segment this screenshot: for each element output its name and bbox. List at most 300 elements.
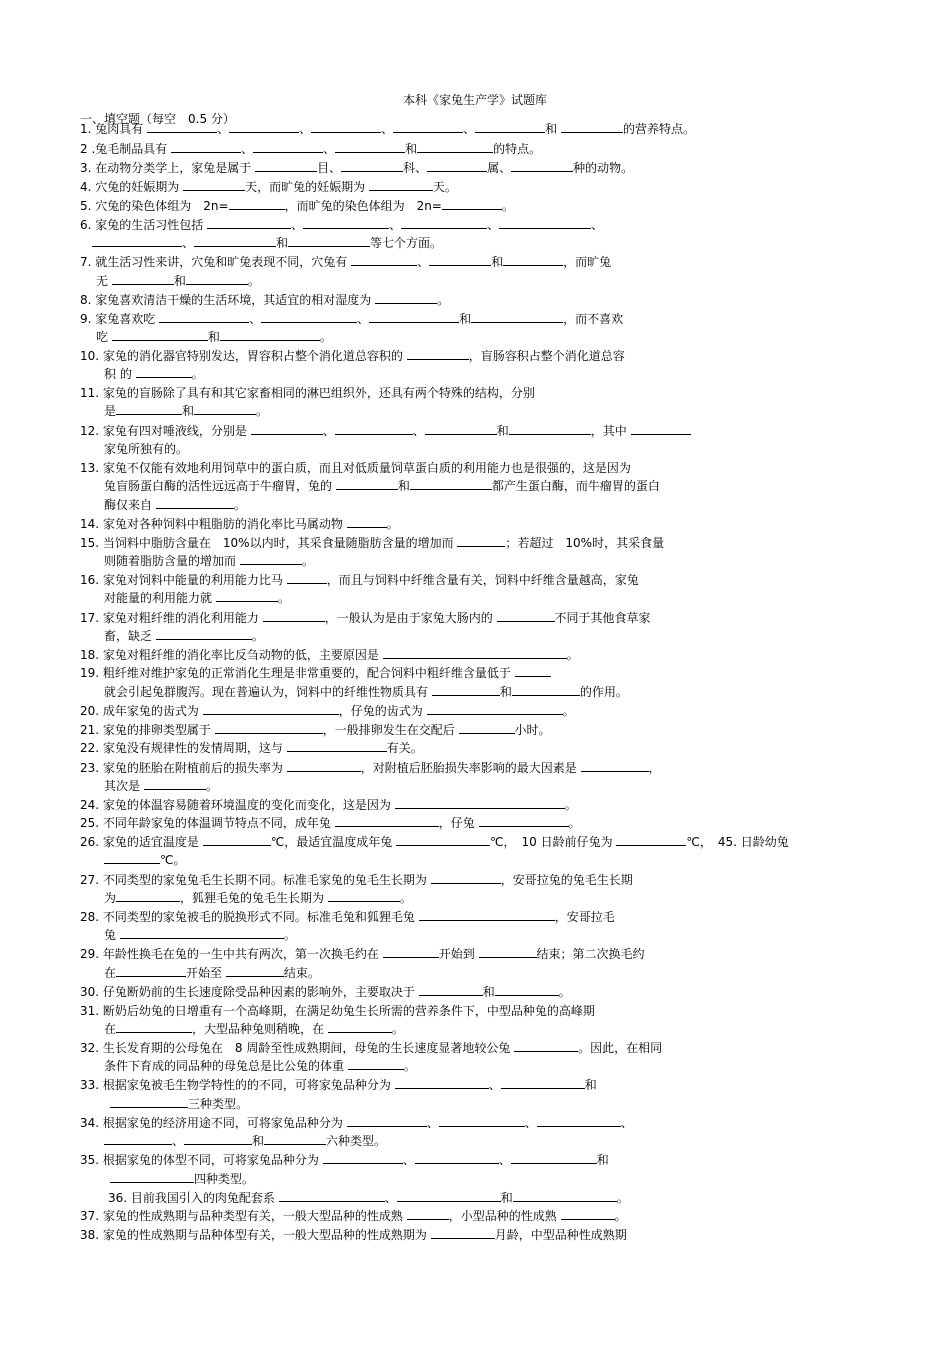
- question-text: 19. 粗纤维对维护家兔的正常消化生理是非常重要的，配合饲料中粗纤维含量低于: [80, 666, 515, 680]
- answer-blank[interactable]: [475, 120, 545, 133]
- answer-blank[interactable]: [288, 234, 370, 247]
- question-line: [104, 683, 628, 701]
- question-text: 、: [172, 1134, 185, 1148]
- question-text: ，而不喜欢: [563, 312, 624, 326]
- question-text: ，仔兔: [438, 816, 479, 830]
- question-text: 2 .兔毛制品具有: [80, 142, 172, 156]
- question-text: 和: [500, 1191, 513, 1205]
- answer-blank[interactable]: [104, 851, 160, 864]
- question-text: 、: [620, 1116, 633, 1130]
- answer-blank[interactable]: [511, 1151, 597, 1164]
- question-text: 、: [524, 1116, 537, 1130]
- question-text: 兔: [104, 928, 120, 942]
- answer-blank[interactable]: [410, 477, 492, 490]
- question-line: [80, 814, 581, 832]
- answer-blank[interactable]: [369, 310, 459, 323]
- question-text: 、: [412, 424, 425, 438]
- question-line: [80, 1114, 633, 1132]
- answer-blank[interactable]: [427, 702, 563, 715]
- question-line: [80, 291, 449, 309]
- question-text: 21. 家兔的排卵类型属于: [80, 723, 215, 737]
- answer-blank[interactable]: [631, 422, 691, 435]
- answer-blank[interactable]: [425, 422, 497, 435]
- answer-blank[interactable]: [509, 422, 591, 435]
- question-line: [80, 120, 695, 138]
- question-line: [104, 851, 185, 869]
- answer-blank[interactable]: [341, 159, 403, 172]
- answer-blank[interactable]: [514, 1039, 578, 1052]
- question-text: ，大型品种兔则稍晚，在: [192, 1022, 328, 1036]
- answer-blank[interactable]: [432, 683, 500, 696]
- answer-blank[interactable]: [369, 178, 433, 191]
- answer-blank[interactable]: [471, 310, 563, 323]
- question-text: 。: [191, 367, 204, 381]
- question-text: ℃。: [160, 853, 186, 867]
- question-line: [80, 197, 514, 215]
- question-text: 和: [596, 1153, 609, 1167]
- question-text: 六种类型。: [326, 1134, 387, 1148]
- question-text: 的营养特点。: [622, 122, 695, 136]
- question-text: 、: [487, 218, 500, 232]
- answer-blank[interactable]: [279, 1189, 385, 1202]
- answer-blank[interactable]: [116, 964, 186, 977]
- question-text: 。: [301, 554, 314, 568]
- answer-blank[interactable]: [203, 702, 339, 715]
- answer-blank[interactable]: [171, 140, 241, 153]
- question-text: 和: [397, 479, 410, 493]
- question-line: [104, 964, 320, 982]
- question-text: 。: [283, 928, 296, 942]
- question-line: [80, 1207, 627, 1225]
- question-text: 无: [96, 274, 112, 288]
- question-text: 、: [291, 218, 304, 232]
- question-text: ，安哥拉毛: [554, 910, 615, 924]
- question-text: 38. 家兔的性成熟期与品种体型有关，一般大型品种的性成熟期为: [80, 1228, 431, 1242]
- answer-blank[interactable]: [156, 627, 252, 640]
- answer-blank[interactable]: [513, 1189, 617, 1202]
- answer-blank[interactable]: [328, 889, 400, 902]
- question-line: [80, 1151, 609, 1169]
- question-text: 和: [173, 274, 186, 288]
- question-line: [104, 496, 246, 514]
- question-text: 29. 年龄性换毛在兔的一生中共有两次，第一次换毛约在: [80, 947, 383, 961]
- answer-blank[interactable]: [561, 120, 623, 133]
- question-line: [80, 646, 579, 664]
- question-text: 22. 家兔没有规律性的发情周期，这与: [80, 741, 287, 755]
- question-text: 6. 家兔的生活习性包括: [80, 218, 208, 232]
- question-text: 。: [247, 274, 260, 288]
- answer-blank[interactable]: [264, 1132, 326, 1145]
- answer-blank[interactable]: [215, 721, 323, 734]
- question-line: [104, 365, 204, 383]
- question-text: 和: [545, 122, 561, 136]
- question-text: 30. 仔兔断奶前的生长速度除受品种因素的影响外，主要取决于: [80, 985, 419, 999]
- question-text: ，小型品种的性成熟: [448, 1209, 561, 1223]
- question-text: 31. 断奶后幼兔的日增重有一个高峰期，在满足幼兔生长所需的营养条件下，中型品种兔的高峰期: [80, 1004, 595, 1018]
- question-line: [104, 1132, 386, 1150]
- question-line: [80, 159, 633, 177]
- question-text: 。: [399, 891, 412, 905]
- question-line: [80, 422, 691, 440]
- question-text: 。: [614, 1209, 627, 1223]
- question-text: 、: [426, 1116, 439, 1130]
- answer-blank[interactable]: [194, 402, 256, 415]
- question-line: [80, 983, 571, 1001]
- answer-blank[interactable]: [417, 140, 493, 153]
- question-text: ，而且与饲料中纤维含量有关，饲料中纤维含量越高，家兔: [326, 573, 639, 587]
- question-text: 等七个方面。: [370, 236, 443, 250]
- answer-blank[interactable]: [159, 310, 249, 323]
- question-text: 15. 当饲料中脂肪含量在 10%以内时，其采食量随脂肪含量的增加而: [80, 536, 458, 550]
- question-text: 。: [558, 985, 571, 999]
- question-text: 1. 兔肉具有: [80, 122, 148, 136]
- answer-blank[interactable]: [561, 1207, 615, 1220]
- answer-blank[interactable]: [375, 291, 437, 304]
- question-text: 。: [205, 779, 218, 793]
- question-text: 27. 不同类型的家兔兔毛生长期不同。标准毛家兔的兔毛生长期为: [80, 873, 431, 887]
- question-text: 11. 家兔的盲肠除了具有和其它家畜相同的淋巴组织外，还具有两个特殊的结构，分别: [80, 386, 535, 400]
- question-text: 20. 成年家兔的齿式为: [80, 704, 203, 718]
- question-text: 14. 家兔对各种饲料中粗脂肪的消化率比马属动物: [80, 517, 347, 531]
- answer-blank[interactable]: [220, 328, 320, 341]
- answer-blank[interactable]: [512, 683, 580, 696]
- question-text: ，盲肠容积占整个消化道总容: [468, 349, 625, 363]
- answer-blank[interactable]: [287, 739, 387, 752]
- question-text: 和: [252, 1134, 265, 1148]
- answer-blank[interactable]: [479, 945, 537, 958]
- answer-blank[interactable]: [497, 609, 555, 622]
- question-text: ℃， 10 日龄前仔兔为: [490, 835, 617, 849]
- question-text: 开始至: [186, 966, 226, 980]
- answer-blank[interactable]: [415, 1151, 499, 1164]
- question-line: [80, 1039, 662, 1057]
- question-text: ，而旷兔: [563, 255, 612, 269]
- answer-blank[interactable]: [442, 197, 502, 210]
- question-text: 。: [233, 498, 246, 512]
- answer-blank[interactable]: [229, 120, 299, 133]
- question-text: 小时。: [514, 723, 551, 737]
- answer-blank[interactable]: [328, 1020, 392, 1033]
- question-text: 35. 根据家兔的体型不同，可将家兔品种分为: [80, 1153, 323, 1167]
- question-text: 的作用。: [579, 685, 628, 699]
- answer-blank[interactable]: [216, 589, 278, 602]
- question-text: 月龄，中型品种性成熟期: [494, 1228, 627, 1242]
- question-text: 。: [562, 704, 575, 718]
- question-line: [104, 1020, 404, 1038]
- question-text: ，对附植后胚胎损失率影响的最大因素是: [360, 761, 581, 775]
- answer-blank[interactable]: [240, 552, 302, 565]
- question-text: 。: [386, 517, 399, 531]
- question-line: [96, 328, 332, 346]
- question-line: [80, 1226, 627, 1244]
- question-line: [104, 889, 412, 907]
- answer-blank[interactable]: [429, 253, 491, 266]
- answer-blank[interactable]: [501, 1076, 585, 1089]
- answer-blank[interactable]: [383, 646, 567, 659]
- answer-blank[interactable]: [511, 159, 573, 172]
- question-text: 和: [482, 985, 495, 999]
- question-line: [80, 140, 541, 158]
- question-line: [80, 310, 623, 328]
- answer-blank[interactable]: [253, 140, 323, 153]
- answer-blank[interactable]: [383, 945, 439, 958]
- question-text: 25. 不同年龄家兔的体温调节特点不同，成年兔: [80, 816, 335, 830]
- question-text: 。因此，在相同: [578, 1041, 663, 1055]
- answer-blank[interactable]: [347, 515, 387, 528]
- answer-blank[interactable]: [335, 140, 405, 153]
- question-text: ，仔兔的齿式为: [338, 704, 427, 718]
- question-line: [80, 1002, 595, 1020]
- answer-blank[interactable]: [116, 1020, 192, 1033]
- answer-blank[interactable]: [335, 422, 413, 435]
- question-line: [104, 477, 660, 495]
- question-line: [104, 552, 314, 570]
- question-text: 天。: [432, 180, 457, 194]
- answer-blank[interactable]: [457, 534, 505, 547]
- answer-blank[interactable]: [515, 664, 551, 677]
- answer-blank[interactable]: [407, 347, 469, 360]
- answer-blank[interactable]: [184, 1132, 252, 1145]
- question-line: [80, 796, 577, 814]
- answer-blank[interactable]: [396, 833, 490, 846]
- answer-blank[interactable]: [401, 216, 487, 229]
- answer-blank[interactable]: [156, 496, 234, 509]
- answer-blank[interactable]: [495, 983, 559, 996]
- question-line: [80, 759, 661, 777]
- question-text: 家兔所独有的。: [104, 442, 189, 456]
- document-title: 本科《家兔生产学》试题库: [402, 93, 547, 107]
- question-text: 12. 家兔有四对唾液线，分别是: [80, 424, 251, 438]
- question-text: 9. 家兔喜欢吃: [80, 312, 160, 326]
- question-line: [80, 871, 633, 889]
- question-line: [104, 926, 296, 944]
- question-text: 是: [104, 404, 117, 418]
- question-text: 其次是: [104, 779, 144, 793]
- answer-blank[interactable]: [183, 178, 245, 191]
- question-text: 。: [403, 1059, 416, 1073]
- question-line: [80, 347, 625, 365]
- question-line: [104, 402, 268, 420]
- question-text: 28. 不同类型的家兔被毛的脱换形式不同。标准毛兔和狐狸毛兔: [80, 910, 419, 924]
- question-text: 和: [499, 685, 512, 699]
- question-text: ℃，最适宜温度成年兔: [270, 835, 397, 849]
- question-text: 18. 家兔对粗纤维的消化率比反刍动物的低，主要原因是: [80, 648, 383, 662]
- answer-blank[interactable]: [110, 1095, 188, 1108]
- answer-blank[interactable]: [427, 159, 487, 172]
- question-text: ℃， 45. 日龄幼兔: [686, 835, 789, 849]
- answer-blank[interactable]: [255, 159, 317, 172]
- question-text: 吃: [96, 330, 112, 344]
- question-line: [80, 384, 535, 402]
- question-text: 和: [491, 255, 504, 269]
- answer-blank[interactable]: [323, 1151, 403, 1164]
- question-text: 和: [584, 1078, 597, 1092]
- question-text: 在: [104, 966, 117, 980]
- answer-blank[interactable]: [112, 328, 208, 341]
- question-line: [104, 777, 218, 795]
- answer-blank[interactable]: [203, 833, 271, 846]
- answer-blank[interactable]: [116, 889, 180, 902]
- question-text: 7. 就生活习性来讲，穴兔和旷兔表现不同，穴兔有: [80, 255, 352, 269]
- answer-blank[interactable]: [311, 120, 381, 133]
- answer-blank[interactable]: [459, 721, 515, 734]
- question-text: 33. 根据家兔被毛生物学特性的的不同，可将家兔品种分为: [80, 1078, 395, 1092]
- answer-blank[interactable]: [287, 571, 327, 584]
- question-text: 34. 根据家兔的经济用途不同，可将家兔品种分为: [80, 1116, 347, 1130]
- question-text: 对能量的利用能力就: [104, 591, 216, 605]
- question-text: 和: [182, 404, 195, 418]
- question-text: 26. 家兔的适宜温度是: [80, 835, 203, 849]
- question-text: 37. 家兔的性成熟期与品种类型有关，一般大型品种的性成熟: [80, 1209, 407, 1223]
- question-text: 目、: [317, 161, 342, 175]
- answer-blank[interactable]: [116, 402, 182, 415]
- question-text: ，而旷兔的染色体组为 2n=: [284, 199, 442, 213]
- question-text: 和: [496, 424, 509, 438]
- answer-blank[interactable]: [104, 1132, 172, 1145]
- question-text: 都产生蛋白酶，而牛瘤胃的蛋白: [491, 479, 660, 493]
- question-text: 、: [591, 218, 604, 232]
- question-text: ，: [648, 761, 661, 775]
- answer-blank[interactable]: [186, 272, 248, 285]
- question-text: 。: [391, 1022, 404, 1036]
- answer-blank[interactable]: [499, 216, 591, 229]
- answer-blank[interactable]: [229, 197, 285, 210]
- question-text: 有关。: [386, 741, 423, 755]
- question-text: 32. 生长发育期的公母兔在 8 周龄至性成熟期间，母兔的生长速度显著地较公兔: [80, 1041, 515, 1055]
- question-text: 、: [249, 312, 262, 326]
- question-text: 24. 家兔的体温容易随着环境温度的变化而变化，这是因为: [80, 798, 395, 812]
- question-text: 不同于其他食草家: [554, 611, 651, 625]
- answer-blank[interactable]: [395, 1076, 489, 1089]
- answer-blank[interactable]: [136, 365, 192, 378]
- answer-blank[interactable]: [395, 796, 565, 809]
- answer-blank[interactable]: [147, 120, 217, 133]
- question-text: 开始到: [438, 947, 479, 961]
- answer-blank[interactable]: [120, 926, 284, 939]
- answer-blank[interactable]: [110, 1170, 194, 1183]
- question-line: [104, 440, 188, 458]
- question-text: 和: [459, 312, 472, 326]
- question-text: 兔盲肠蛋白酶的活性远远高于牛瘤胃，兔的: [104, 479, 336, 493]
- question-text: 3. 在动物分类学上，家兔是属于: [80, 161, 256, 175]
- answer-blank[interactable]: [336, 477, 398, 490]
- question-line: [80, 664, 551, 682]
- question-line: [80, 178, 457, 196]
- question-text: 。: [616, 1191, 629, 1205]
- question-text: 。: [437, 293, 450, 307]
- question-text: 酶仅来自: [104, 498, 156, 512]
- question-text: 、: [357, 312, 370, 326]
- question-line: [80, 1076, 597, 1094]
- answer-blank[interactable]: [112, 272, 174, 285]
- question-text: 属、: [487, 161, 512, 175]
- answer-blank[interactable]: [348, 1057, 404, 1070]
- question-text: 和: [207, 330, 220, 344]
- question-text: 就会引起兔群腹泻。现在普遍认为，饲料中的纤维性物质具有: [104, 685, 432, 699]
- question-text: 、: [389, 218, 402, 232]
- answer-blank[interactable]: [537, 1114, 621, 1127]
- question-text: ，一般排卵发生在交配后: [322, 723, 459, 737]
- answer-blank[interactable]: [479, 814, 569, 827]
- question-text: 16. 家兔对饲料中能量的利用能力比马: [80, 573, 287, 587]
- question-text: 为: [104, 891, 117, 905]
- question-text: 、: [384, 1191, 397, 1205]
- question-text: 条件下育成的同品种的母兔总是比公兔的体重: [104, 1059, 348, 1073]
- question-text: 8. 家兔喜欢清洁干燥的生活环境，其适宜的相对湿度为: [80, 293, 376, 307]
- question-text: 、: [182, 236, 195, 250]
- question-text: 、: [299, 122, 312, 136]
- question-text: ，狐狸毛兔的兔毛生长期为: [180, 891, 328, 905]
- question-text: 、: [402, 1153, 415, 1167]
- question-line: [80, 571, 639, 589]
- answer-blank[interactable]: [439, 1114, 525, 1127]
- answer-blank[interactable]: [287, 759, 361, 772]
- question-text: 。: [251, 629, 264, 643]
- question-line: [80, 609, 651, 627]
- question-text: ，其中: [590, 424, 631, 438]
- answer-blank[interactable]: [397, 1189, 501, 1202]
- question-text: 结束。: [283, 966, 320, 980]
- answer-blank[interactable]: [226, 964, 284, 977]
- answer-blank[interactable]: [616, 833, 686, 846]
- answer-blank[interactable]: [351, 253, 417, 266]
- question-text: 、: [322, 424, 335, 438]
- answer-blank[interactable]: [581, 759, 649, 772]
- question-text: 畜，缺乏: [104, 629, 156, 643]
- answer-blank[interactable]: [335, 814, 439, 827]
- question-line: [80, 459, 631, 477]
- question-text: ，一般认为是由于家兔大肠内的: [324, 611, 497, 625]
- answer-blank[interactable]: [303, 216, 389, 229]
- question-line: [80, 739, 423, 757]
- question-text: 和: [276, 236, 289, 250]
- question-line: [80, 945, 645, 963]
- question-text: 、: [381, 122, 394, 136]
- answer-blank[interactable]: [251, 422, 323, 435]
- answer-blank[interactable]: [194, 234, 276, 247]
- question-line: [80, 216, 603, 234]
- question-text: 三种类型。: [188, 1097, 249, 1111]
- question-text: 的特点。: [493, 142, 542, 156]
- question-text: 。: [319, 330, 332, 344]
- question-text: 。: [501, 199, 514, 213]
- question-text: 。: [566, 648, 579, 662]
- answer-blank[interactable]: [407, 1207, 449, 1220]
- question-text: ；若超过 10%时，其采食量: [505, 536, 665, 550]
- question-text: 科、: [403, 161, 428, 175]
- answer-blank[interactable]: [347, 1114, 427, 1127]
- question-text: 积 的: [104, 367, 136, 381]
- question-text: 23. 家兔的胚胎在附植前后的损失率为: [80, 761, 287, 775]
- question-line: [104, 627, 264, 645]
- answer-blank[interactable]: [419, 983, 483, 996]
- question-text: 四种类型。: [194, 1172, 255, 1186]
- answer-blank[interactable]: [393, 120, 463, 133]
- answer-blank[interactable]: [263, 609, 325, 622]
- answer-blank[interactable]: [261, 310, 357, 323]
- answer-blank[interactable]: [503, 253, 563, 266]
- answer-blank[interactable]: [431, 1226, 495, 1239]
- question-text: 、: [488, 1078, 501, 1092]
- question-line: [96, 272, 260, 290]
- question-text: 、: [417, 255, 430, 269]
- answer-blank[interactable]: [419, 908, 555, 921]
- answer-blank[interactable]: [92, 234, 182, 247]
- answer-blank[interactable]: [207, 216, 291, 229]
- answer-blank[interactable]: [431, 871, 501, 884]
- answer-blank[interactable]: [144, 777, 206, 790]
- question-text: 则随着脂肪含量的增加而: [104, 554, 240, 568]
